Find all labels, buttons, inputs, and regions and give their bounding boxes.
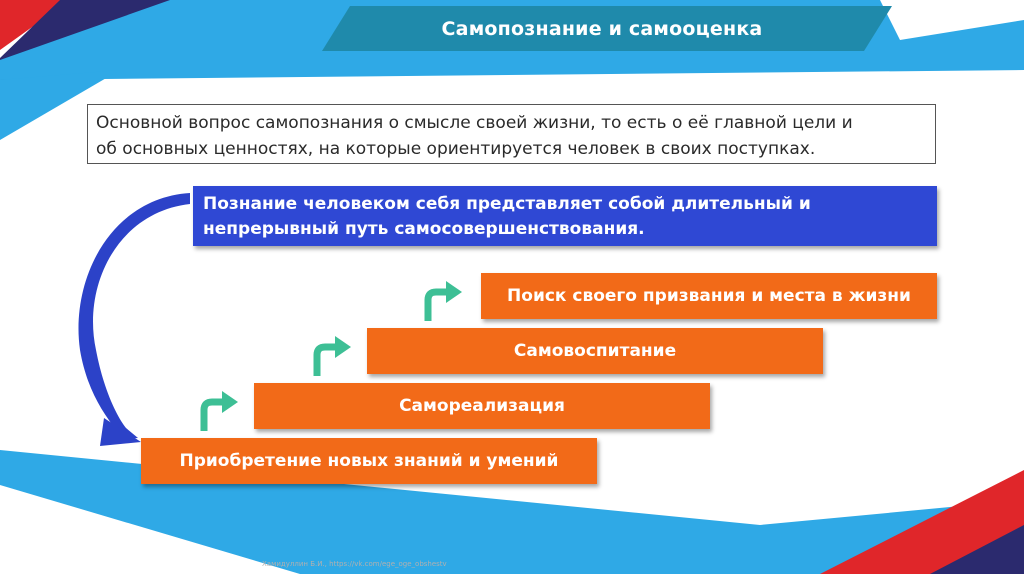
highlight-line-2: непрерывный путь самосовершенствования. xyxy=(203,219,645,239)
step-acquiring-knowledge: Приобретение новых знаний и умений xyxy=(141,438,597,484)
page-title: Самопознание и самооценка xyxy=(441,17,763,40)
intro-line-1: Основной вопрос самопознания о смысле своей жизни, то есть о её главной цели и xyxy=(96,113,853,133)
footer-source-note: Хамидуллин Б.И., https://vk.com/ege_oge_obshestv xyxy=(262,560,447,568)
step-finding-calling: Поиск своего призвания и места в жизни xyxy=(481,273,937,319)
intro-text-box xyxy=(87,104,936,164)
highlight-line-1: Познание человеком себя представляет собой длительный и xyxy=(203,194,811,214)
step-self-education: Самовоспитание xyxy=(367,328,823,374)
highlight-box xyxy=(193,186,937,246)
step-self-realization: Самореализация xyxy=(254,383,710,429)
intro-line-2: об основных ценностях, на которые ориентируется человек в своих поступках. xyxy=(96,139,816,159)
